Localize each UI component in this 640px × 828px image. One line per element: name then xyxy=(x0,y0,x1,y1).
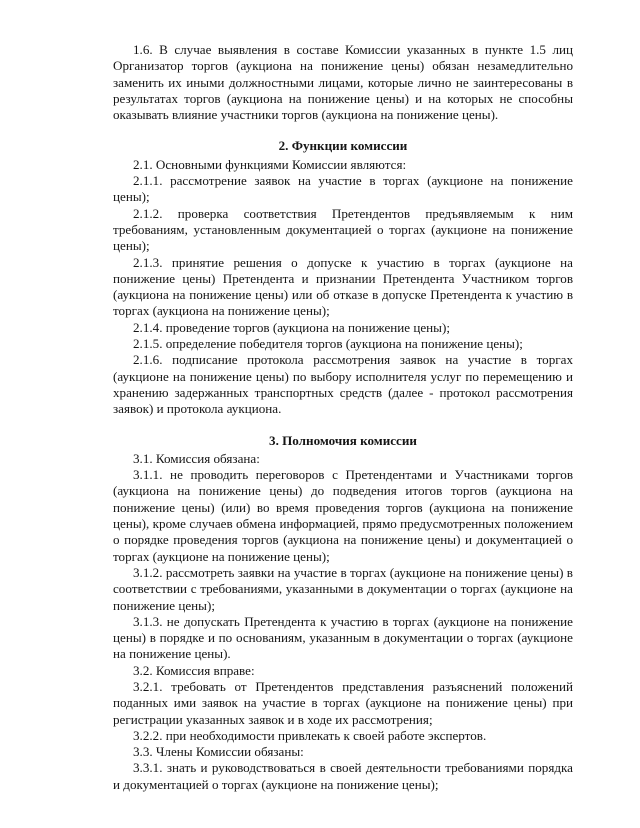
paragraph-2-1-1: 2.1.1. рассмотрение заявок на участие в торгах (аукционе на понижение цены); xyxy=(113,173,573,205)
paragraph-2-1-5: 2.1.5. определение победителя торгов (аукциона на понижение цены); xyxy=(133,336,523,352)
paragraph-3-1-1: 3.1.1. не проводить переговоров с Претендентами и Участниками торгов (аукциона на понижение цены) до подведения итогов торгов (аукциона на понижение цены) (или) во время проведения торгов (аукциона на понижение цены), кроме случаев обмена информацией, прямо предусмотренных положением о порядке проведения торгов (аукциона на понижение цены) и документацией о торгах (аукционе на понижение цены); xyxy=(113,467,573,564)
section-3-heading: 3. Полномочия комиссии xyxy=(269,432,417,448)
paragraph-3-1-2: 3.1.2. рассмотреть заявки на участие в торгах (аукционе на понижение цены) в соответствии с требованиями, указанными в документации о торгах (аукционе на понижение цены); xyxy=(113,564,573,613)
paragraph-3-3-1: 3.3.1. знать и руководствоваться в своей деятельности требованиями порядка и документацией о торгах (аукционе на понижение цены); xyxy=(113,760,573,792)
paragraph-2-1: 2.1. Основными функциями Комиссии являются: xyxy=(133,156,407,172)
paragraph-2-1-2: 2.1.2. проверка соответствия Претендентов предъявляемым к ним требованиям, установленным документацией о торгах (аукционе на понижение цены); xyxy=(113,205,573,254)
paragraph-3-2: 3.2. Комиссия вправе: xyxy=(133,662,255,678)
paragraph-1-6: 1.6. В случае выявления в составе Комиссии указанных в пункте 1.5 лиц Организатор торгов (аукциона на понижение цены) обязан незамедлительно заменить их иными должностными лицами, которые лично не заинтересованы в результатах торгов (аукциона на понижение цены) и на которых не способны оказывать влияние участники торгов (аукциона на понижение цены). xyxy=(113,42,573,123)
paragraph-3-1-3: 3.1.3. не допускать Претендента к участию в торгах (аукционе на понижение цены) в порядке и по основаниям, указанным в документации о торгах (аукционе на понижение цены). xyxy=(113,613,573,662)
paragraph-3-1: 3.1. Комиссия обязана: xyxy=(133,450,260,466)
paragraph-2-1-4: 2.1.4. проведение торгов (аукциона на понижение цены); xyxy=(133,319,450,335)
paragraph-3-3: 3.3. Члены Комиссии обязаны: xyxy=(133,744,304,760)
paragraph-3-2-2: 3.2.2. при необходимости привлекать к своей работе экспертов. xyxy=(133,727,487,743)
paragraph-3-2-1: 3.2.1. требовать от Претендентов представления разъяснений положений поданных ими заявок на участие в торгах (аукционе на понижение цены) при регистрации указанных заявок и в ходе их рассмотрения; xyxy=(113,678,573,727)
section-2-heading: 2. Функции комиссии xyxy=(278,138,408,154)
paragraph-2-1-3: 2.1.3. принятие решения о допуске к участию в торгах (аукционе на понижение цены) Претендента и признании Претендента Участником торгов (аукциона на понижение цены) или об отказе в допуске Претендента к участию в торгах (аукциона на понижение цены); xyxy=(113,254,573,319)
paragraph-2-1-6: 2.1.6. подписание протокола рассмотрения заявок на участие в торгах (аукционе на понижение цены) по выбору исполнителя услуг по перемещению и хранению задержанных транспортных средств (далее - протокол рассмотрения заявок) и протокола аукциона. xyxy=(113,352,573,417)
document-page xyxy=(113,42,573,793)
